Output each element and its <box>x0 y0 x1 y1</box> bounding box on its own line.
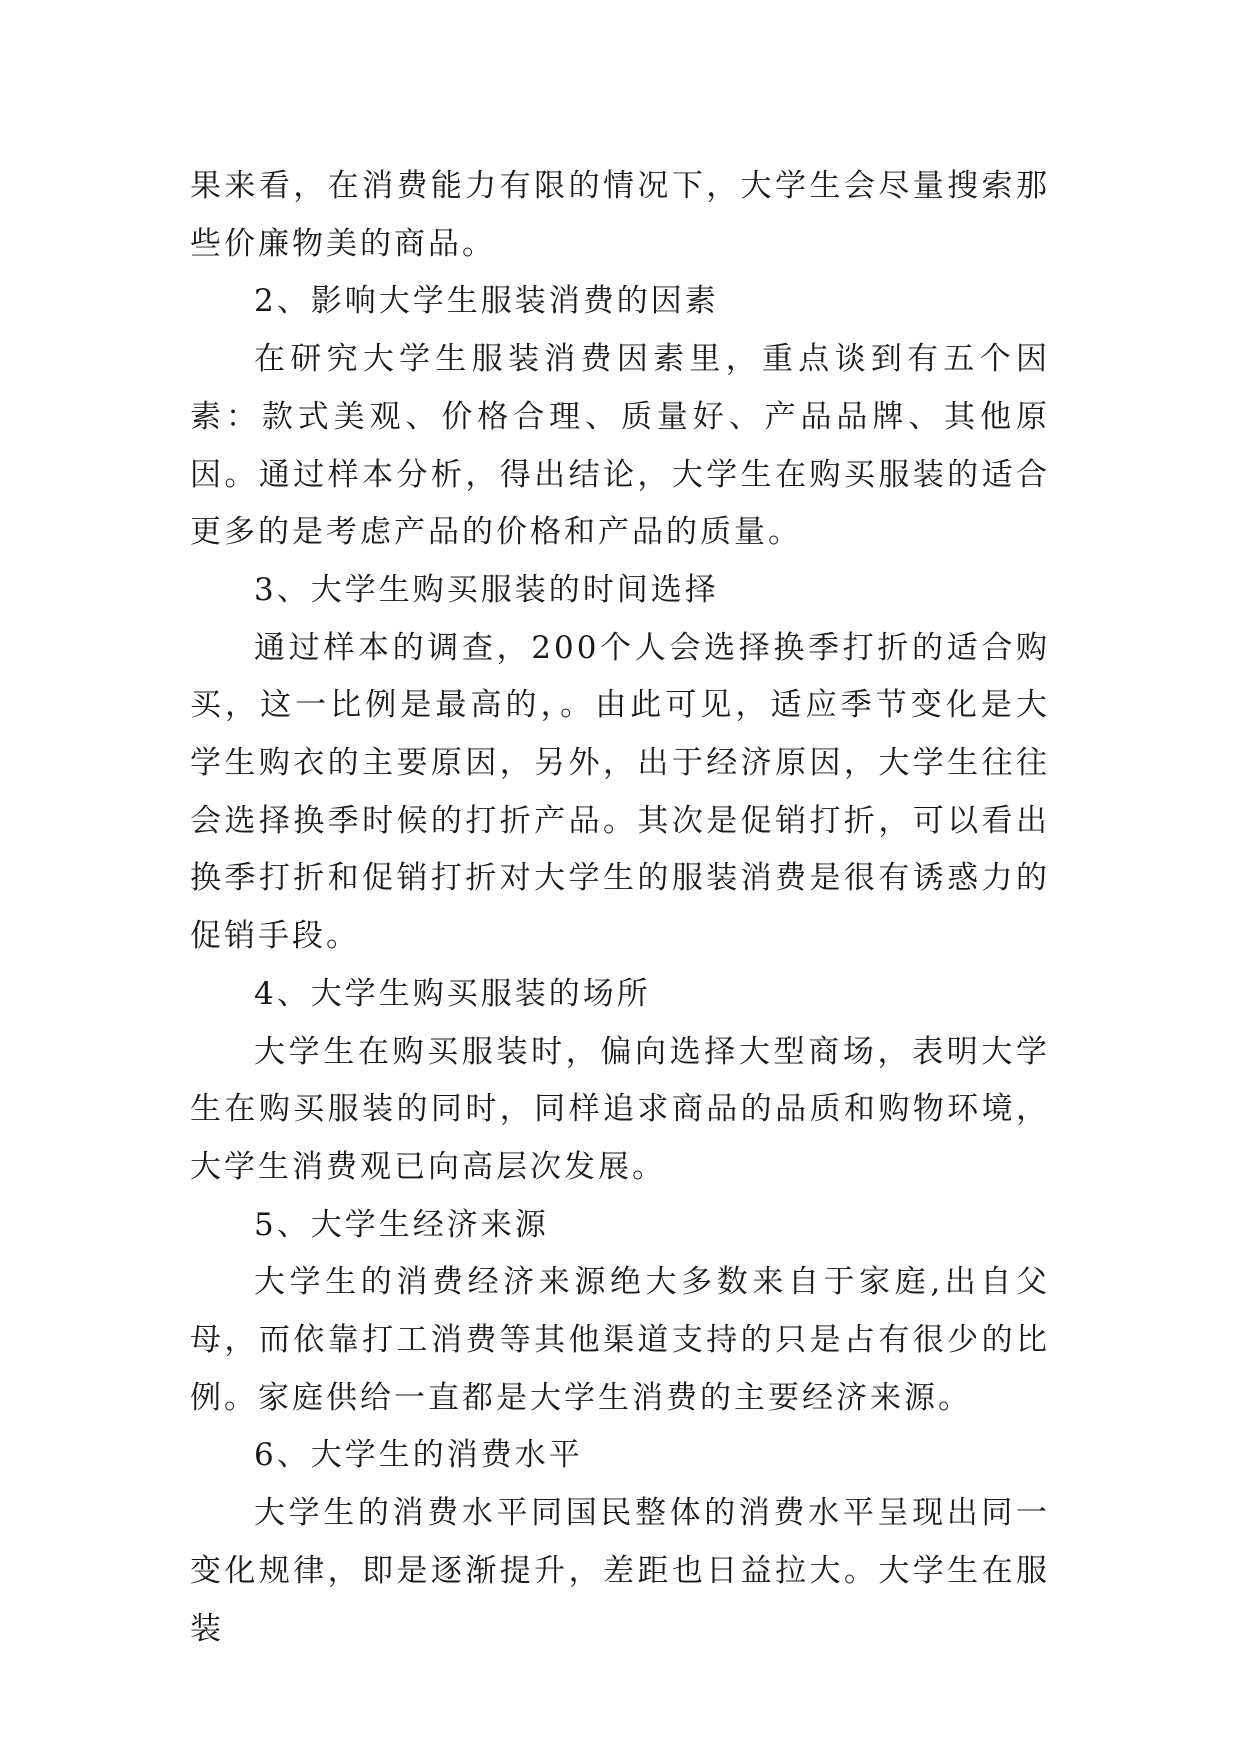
document-body <box>190 158 1050 1658</box>
section-heading-3: 3、大学生购买服装的时间选择 <box>254 571 719 608</box>
section-heading-5: 5、大学生经济来源 <box>254 1206 549 1243</box>
paragraph-venue: 大学生在购买服装时，偏向选择大型商场，表明大学生在购买服装的同时，同样追求商品的品质和购物环境，大学生消费观已向高层次发展。 <box>190 1033 1050 1185</box>
section-heading-6: 6、大学生的消费水平 <box>254 1437 583 1474</box>
section-heading-4: 4、大学生购买服装的场所 <box>254 975 651 1012</box>
paragraph-income: 大学生的消费经济来源绝大多数来自于家庭,出自父母，而依靠打工消费等其他渠道支持的只是占有很少的比例。家庭供给一直都是大学生消费的主要经济来源。 <box>190 1264 1050 1416</box>
section-heading-2: 2、影响大学生服装消费的因素 <box>254 283 719 320</box>
paragraph-continuation: 果来看，在消费能力有限的情况下，大学生会尽量搜索那些价廉物美的商品。 <box>190 168 1050 262</box>
paragraph-timing: 通过样本的调查，200个人会选择换季打折的适合购买，这一比例是最高的，。由此可见，适应季节变化是大学生购衣的主要原因，另外，出于经济原因，大学生往往会选择换季时候的打折产品。其次是促销打折，可以看出换季打折和促销打折对大学生的服装消费是很有诱惑力的促销手段。 <box>190 629 1050 955</box>
paragraph-level: 大学生的消费水平同国民整体的消费水平呈现出同一变化规律，即是逐渐提升，差距也日益拉大。大学生在服装 <box>190 1495 1050 1647</box>
paragraph-factors: 在研究大学生服装消费因素里，重点谈到有五个因素：款式美观、价格合理、质量好、产品品牌、其他原因。通过样本分析，得出结论，大学生在购买服装的适合更多的是考虑产品的价格和产品的质量。 <box>190 341 1050 551</box>
